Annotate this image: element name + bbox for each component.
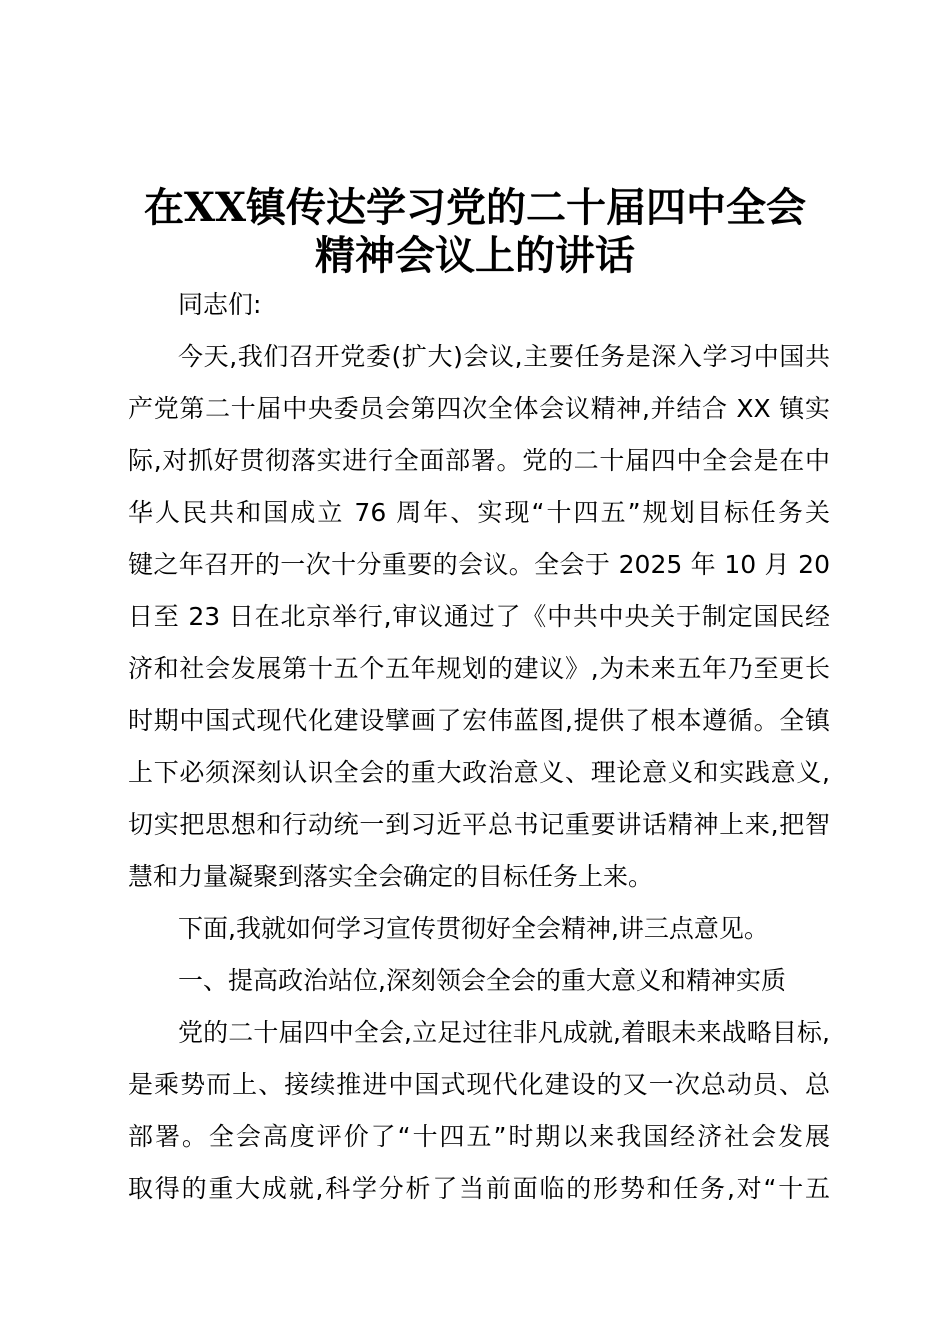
salutation: 同志们: — [178, 290, 262, 319]
paragraph-1-line-10: 切实把思想和行动统一到习近平总书记重要讲话精神上来,把智 — [128, 810, 830, 839]
title-line-2: 精神会议上的讲话 — [315, 232, 635, 279]
paragraph-1-line-2: 产党第二十届中央委员会第四次全体会议精神,并结合 XX 镇实 — [128, 394, 830, 423]
paragraph-3-line-2: 是乘势而上、接续推进中国式现代化建设的又一次总动员、总 — [128, 1070, 830, 1099]
paragraph-1-line-6: 日至 23 日在北京举行,审议通过了《中共中央关于制定国民经 — [128, 602, 830, 631]
paragraph-1-line-3: 际,对抓好贯彻落实进行全面部署。党的二十届四中全会是在中 — [128, 446, 830, 475]
paragraph-1-line-7: 济和社会发展第十五个五年规划的建议》,为未来五年乃至更长 — [128, 654, 830, 683]
paragraph-1-line-1: 今天,我们召开党委(扩大)会议,主要任务是深入学习中国共 — [178, 342, 830, 371]
paragraph-3-line-3: 部署。全会高度评价了“十四五”时期以来我国经济社会发展 — [128, 1122, 830, 1151]
paragraph-3-line-1: 党的二十届四中全会,立足过往非凡成就,着眼未来战略目标, — [178, 1018, 830, 1047]
section-heading-1: 一、提高政治站位,深刻领会全会的重大意义和精神实质 — [178, 966, 786, 995]
paragraph-3-line-4: 取得的重大成就,科学分析了当前面临的形势和任务,对“十五 — [128, 1174, 830, 1203]
paragraph-1-line-8: 时期中国式现代化建设擘画了宏伟蓝图,提供了根本遵循。全镇 — [128, 706, 830, 735]
paragraph-1-line-4: 华人民共和国成立 76 周年、实现“十四五”规划目标任务关 — [128, 498, 830, 527]
paragraph-1-line-9: 上下必须深刻认识全会的重大政治意义、理论意义和实践意义, — [128, 758, 830, 787]
paragraph-1-line-11: 慧和力量凝聚到落实全会确定的目标任务上来。 — [128, 862, 654, 891]
paragraph-1-line-5: 键之年召开的一次十分重要的会议。全会于 2025 年 10 月 20 — [128, 550, 830, 579]
paragraph-2: 下面,我就如何学习宣传贯彻好全会精神,讲三点意见。 — [178, 914, 769, 943]
title-line-1: 在XX镇传达学习党的二十届四中全会 — [143, 184, 807, 231]
